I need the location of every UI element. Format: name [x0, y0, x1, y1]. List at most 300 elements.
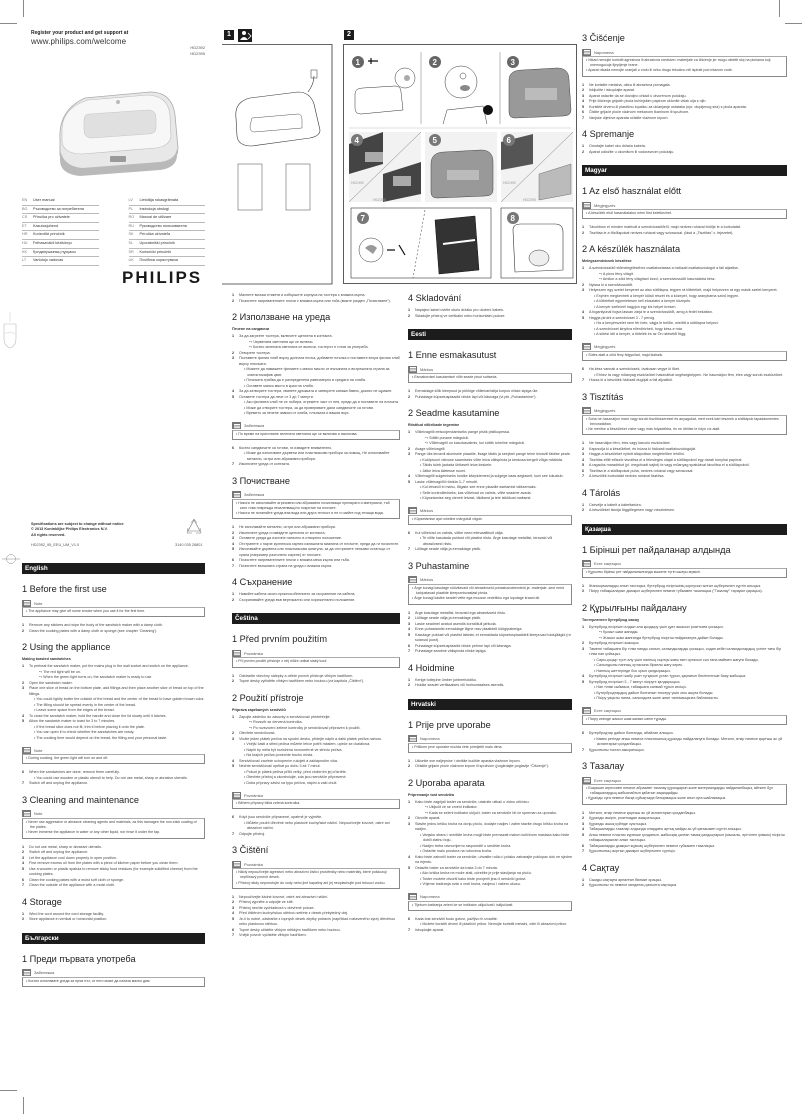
step-text: Avage võileivagrill.: [415, 446, 446, 451]
note-item: • Nikad nemojte koristiti agresivna ili abrazivna sredstva i materijale za čišćenje jer mogu oštetiti sloj na pločama koji onemogućuje lijepljenje hrane.: [586, 58, 783, 68]
language-item: [22, 223, 99, 232]
step-number: 3: [22, 855, 25, 860]
step-text: Nechte sendvičovač opékat po dobu 3 až 7 minut.: [239, 764, 321, 769]
note-header: [22, 746, 205, 754]
section-heading: 4 Skladování: [408, 293, 462, 303]
step-number: 6: [22, 770, 25, 775]
step-text: Store appliance in vertical or horizontal position.: [29, 917, 108, 922]
step-text: First remove excess oil from the plates with a piece of kitchen paper before you clean them.: [29, 861, 179, 866]
step-number: 1: [582, 144, 585, 149]
note-item: • Никога не използвайте агресивни или абразивни почистващи препарати и материали, тъй като това поврежда незалепващото покритие на плочите.: [236, 501, 396, 511]
step-item: [582, 849, 787, 855]
step-item: [408, 452, 572, 474]
step-illustration-5: [425, 132, 497, 202]
step-body: [239, 299, 400, 305]
step-item: [232, 462, 400, 468]
step-result: ↪ Uključit će se crveni indikator.: [415, 805, 572, 811]
step-number: 4: [22, 861, 25, 866]
step-item: [582, 378, 787, 384]
note-item: • Құрылғы бірінші рет пайдаланылғанда кішкене түтін шығуы мүмкін.: [586, 570, 783, 575]
step-text: Odstraňte všechny nálepky a otřete povrch přístroje vlhkým hadříkem.: [239, 673, 354, 678]
figure-step-number: 2: [432, 58, 437, 67]
subsection-heading: Pripremanje tost sendviča: [408, 792, 454, 797]
step-number: 2: [582, 149, 585, 154]
section-heading: 2 Seadme kasutamine: [408, 408, 500, 419]
step-text: Võileivagrilli eelsoojendamiseks pange pistik pistikupessa.: [415, 430, 510, 435]
note-icon: [582, 343, 591, 350]
step-body: [239, 933, 400, 939]
model-numbers: [160, 45, 205, 56]
note-icon: [232, 792, 241, 799]
note-box: [582, 407, 787, 436]
step-item: [232, 334, 400, 351]
figure-package-contents: [222, 44, 334, 285]
note-header: [408, 576, 572, 584]
note-icon: [582, 202, 591, 209]
step-body: [589, 647, 787, 675]
step-number: 7: [582, 474, 585, 479]
step-number: 4: [232, 541, 235, 546]
step-body: [415, 764, 572, 770]
section-heading: 3 Tisztítás: [582, 391, 624, 402]
step-text: Оставете уреда да изстине напълно в отворено положение.: [239, 536, 343, 541]
step-number: 4: [408, 474, 411, 479]
language-item: [129, 214, 206, 223]
part-number: 3140 035 28801: [175, 543, 203, 547]
step-number: 7: [22, 781, 25, 786]
step-number: 1: [22, 664, 25, 669]
step-list: [408, 611, 572, 655]
step-item: [408, 633, 572, 644]
step-number: 1: [582, 441, 585, 446]
step-text: A készüléket tárolja függőlegesen vagy vízszintesen.: [589, 508, 676, 513]
note-box: [408, 507, 572, 525]
section-heading: 4 Съхранение: [232, 577, 293, 588]
step-text: Topné desky vyčistěte vlhkým hadříkem nebo houbou (viz kapitola „Čištění“).: [239, 679, 365, 684]
note-label: Napomena: [420, 894, 440, 900]
section-heading: 1 Бірінші рет пайдаланар алдында: [582, 544, 731, 555]
step-text: Төменгі табақшаға бір тілім нанды салып, салындыларды қосыңыз, содан кейін салындылардың үстіне тағы бір тілім нан қойыңыз.: [589, 646, 782, 657]
step-number: 6: [22, 877, 25, 882]
language-banner: Magyar: [582, 165, 787, 176]
step-number: 1: [22, 844, 25, 849]
step-body: [589, 316, 787, 338]
note-box: [408, 893, 572, 911]
step-number: 4: [582, 674, 585, 679]
step-item: [582, 474, 787, 480]
step-number: 2: [22, 628, 25, 633]
step-text: Allow the sandwich maker to toast for 3 to 7 minutes.: [29, 719, 116, 724]
step-text: Skladujte přístroj ve vertikální nebo horizontální poloze.: [415, 313, 506, 318]
step-illustration-6: [501, 132, 573, 202]
step-text: Ne használjon fém, éles vagy karcoló eszközöket.: [589, 441, 671, 446]
step-list: [408, 430, 572, 502]
note-header: [232, 422, 400, 430]
step-result: ↪ A piros fény világít.: [589, 272, 787, 278]
spec-line: All rights reserved.: [31, 532, 66, 537]
note-header: [582, 560, 787, 568]
step-text: Ha kész vannak a szendvicsek, óvatosan vegye ki őket.: [589, 367, 681, 372]
crop-mark: [23, 0, 24, 17]
step-number: 4: [408, 627, 411, 632]
language-banner: English: [22, 563, 205, 574]
step-list: [582, 625, 787, 702]
note-item: • During cooking, the green light will turn on and off.: [26, 756, 201, 761]
step-text: Zapojte zástrčku do zásuvky a sendvičovač předehřejte.: [239, 714, 331, 719]
section-heading: 3 Čišćenje: [582, 33, 625, 43]
note-label: Забележка: [34, 970, 55, 976]
step-item: [232, 933, 400, 939]
step-text: Бутерброд пісіргішті ашыңыз.: [589, 641, 640, 646]
note-label: Megjegyzés: [594, 202, 616, 208]
step-item: [232, 299, 400, 305]
step-text: Čistite grijaće ploče vlažnom mekanom tkaninom ili spužvom.: [589, 110, 690, 115]
figure-model-label: HD2395: [523, 198, 536, 202]
language-item: [22, 240, 99, 249]
step-tip: • Na krajích pečiva ponechte trochu místa.: [239, 753, 400, 759]
step-number: 3: [408, 821, 411, 826]
note-label: Megjegyzés: [594, 408, 616, 414]
note-icon: [408, 735, 417, 742]
step-text: Odpojte přístroj.: [239, 831, 266, 836]
note-item: • Ärge kunagi kastke seadet vette ega muusse vedelikku ega loputage kraani all.: [412, 596, 568, 601]
note-icon: [408, 893, 417, 900]
note-header: [582, 201, 787, 209]
step-result: ↪ Қызыл шам жанады.: [589, 630, 787, 636]
note-content: [582, 415, 787, 436]
step-list: [582, 503, 787, 514]
crop-mark: [23, 1097, 24, 1114]
step-text: Otevřete sendvičovač.: [239, 731, 276, 736]
note-icon: [582, 407, 591, 414]
note-box: [408, 365, 572, 383]
step-number: 6: [582, 468, 585, 473]
step-list: [232, 715, 400, 787]
step-number: 2: [232, 597, 235, 602]
step-number: 3: [232, 356, 235, 360]
step-number: 1: [408, 758, 411, 763]
note-item: • Never immerse the appliance in water or any other liquid, nor rinse it under the tap.: [26, 830, 201, 835]
language-code: PL: [128, 206, 134, 211]
step-item: [582, 647, 787, 675]
step-tip: • Сары-қоңыр түсті алу үшін нанның сыртқы жағы мен ортасын сәл ғана маймен жағуға болады.: [589, 658, 787, 664]
note-item: • Ешқашан агрессивті немесе абразивті тазалау құралдарын және материалдарды пайдаланбаңыз, өйткені бұл табақшалардың жабыспайтын қабатын зақымдайды.: [586, 786, 783, 796]
step-list: [582, 731, 787, 753]
step-number: 4: [582, 457, 585, 462]
step-number: 5: [408, 865, 411, 870]
specifications: [31, 522, 124, 538]
step-text: To close the sandwich maker, hold the handle and close the lid slowly until it latches.: [29, 713, 167, 718]
step-number: 4: [232, 758, 235, 763]
step-body: [239, 715, 400, 732]
step-item: [408, 822, 572, 855]
note-header: [408, 735, 572, 743]
step-tip: • Můžete použít dřevěné nebo plastové kuchyňské náčiní. Nepoužívejte kovové, ostré ani abrazivní náčiní.: [239, 821, 400, 832]
model-number: HD2395: [190, 50, 205, 56]
step-body: [589, 378, 787, 384]
language-banner: Eesti: [408, 329, 572, 340]
note-item: • По време на приготвяне зелената светлина ще се включва и изключва.: [236, 432, 396, 437]
step-item: [232, 832, 400, 838]
step-text: Отворете тостера.: [239, 350, 271, 355]
step-number: 3: [582, 288, 585, 293]
note-item: • Когато използвате уреда за пръв път, от него може да излиза малко дим.: [26, 979, 201, 984]
step-text: Не използвайте метални, остри или абразивни прибори.: [239, 525, 336, 530]
step-text: Vnější povrch vyčistěte vlhkým hadříkem.: [239, 933, 307, 938]
step-list: [232, 446, 400, 468]
step-number: 4: [232, 389, 235, 393]
language-name: Uporabniški priročnik: [139, 240, 175, 245]
note-icon: [582, 49, 591, 56]
step-text: Enne puhastamist eemaldage liigne rasv plaatidelt köögipaberiga.: [415, 627, 523, 632]
step-item: [408, 480, 572, 502]
step-item: [408, 649, 572, 655]
step-body: [415, 649, 572, 655]
step-number: 2: [232, 298, 235, 303]
column-bulgarian-czech: [232, 290, 400, 943]
note-icon: [22, 600, 31, 607]
step-tip: • Nadjev treba ravnomjerno rasporediti u središte kruha.: [415, 844, 572, 850]
step-item: [232, 715, 400, 732]
step-body: [589, 367, 787, 378]
step-tip: • You can open it to check whether the sandwiches are ready.: [29, 730, 205, 736]
step-tip: • Може да използвате дървени или пластмасови прибори за помощ. Не използвайте метални, остри или абразивни прибори.: [239, 451, 400, 462]
note-box: [582, 707, 787, 725]
language-item: [129, 197, 206, 206]
step-result: ↪ Amikor a zöld fény világítani kezd, a szendvicssütő használatra kész.: [589, 277, 787, 283]
step-body: [589, 266, 787, 283]
note-header: [582, 707, 787, 715]
note-box: [232, 860, 400, 889]
note-box: [22, 599, 205, 617]
step-text: Металл, өткір немесе қырғыш ас үй аспаптарын қолданбаңыз.: [589, 810, 696, 815]
step-text: Отстранете с парче кухненска хартия излишната мазнина от плочите, преди да ги почистите.: [239, 541, 400, 546]
step-body: [239, 737, 400, 759]
step-text: Let the appliance cool down properly in open position.: [29, 855, 117, 860]
step-number: 1: [22, 623, 25, 628]
step-result: ↪ Когато зелената светлина се включи, тостерът е готов за употреба.: [239, 345, 400, 351]
step-item: [232, 395, 400, 417]
step-number: 1: [232, 894, 235, 899]
note-label: Poznámka: [244, 861, 263, 867]
step-number: 2: [408, 313, 411, 318]
step-tip: • Vnější části a střed pečiva můžete lehce potřít máslem, upeče se dozlatova.: [239, 742, 400, 748]
step-text: Lülitage seade välja ja eemaldage pistik.: [415, 547, 482, 552]
step-list: [232, 293, 400, 304]
step-number: 3: [232, 736, 235, 741]
section-heading: 4 Сақтау: [582, 862, 620, 873]
step-text: Tisztítsa le a főzőlapokat nedves ruhával vagy szivaccsal. (lásd a „Tisztítás” c. fejezetet).: [589, 230, 734, 235]
section-heading: 2 A készülék használata: [582, 244, 681, 255]
step-number: 2: [22, 680, 25, 685]
step-number: 5: [232, 916, 235, 921]
note-box: [22, 969, 205, 987]
note-box: [232, 791, 400, 809]
step-text: Isključite i iskopčajte aparat.: [589, 88, 635, 93]
note-label: Note: [34, 811, 43, 817]
section-heading: 1 Prije prve uporabe: [408, 719, 491, 730]
step-text: Поставете филия хляб върху долната плоча, добавете плънка и поставете втора филия хляб върху плънката.: [239, 356, 400, 366]
step-text: A készülék burkolatát nedves ruhával tisztítsa.: [589, 474, 665, 479]
step-number: 1: [22, 911, 25, 916]
step-body: [589, 589, 787, 595]
spec-line: © 2013 Koninklijke Philips Electronics N.V.: [31, 527, 108, 532]
step-item: [582, 680, 787, 702]
step-item: [408, 855, 572, 866]
note-header: [232, 791, 400, 799]
note-box: [22, 746, 205, 764]
step-list: [22, 912, 205, 923]
step-number: 3: [582, 646, 585, 651]
step-tip: • Kuldpruuni värvuse saamiseks võite leiva välispinda ja keskosa kergelt võiga määrida.: [415, 458, 572, 464]
step-number: 5: [22, 719, 25, 724]
note-label: Есте сақтаңыз: [594, 708, 621, 714]
language-item: [129, 231, 206, 240]
step-tip: • Времето за печене зависи от хляба, плънката и вашия вкус.: [239, 411, 400, 417]
note-content: [408, 743, 572, 753]
note-icon: [22, 969, 31, 976]
step-tip: • The filling should be spread evenly in the center of the bread.: [29, 703, 205, 709]
step-item: [582, 748, 787, 754]
step-text: Hagyja pirulni a szendvicset 3 - 7 percig.: [589, 315, 656, 320]
crop-mark: [785, 23, 802, 24]
note-item: • The appliance may give off some smoke when you use it for the first time.: [26, 609, 201, 614]
step-list: [232, 895, 400, 939]
figure-model-label: HD2392: [503, 181, 516, 185]
product-image: [40, 70, 190, 190]
language-item: [129, 249, 206, 258]
note-label: Napomena: [594, 49, 614, 55]
step-number: 2: [408, 616, 411, 621]
step-body: [239, 679, 400, 685]
note-header: [22, 969, 205, 977]
step-number: 5: [582, 315, 585, 320]
step-body: [239, 832, 400, 838]
step-result: ↪ Po rozsvícení zelené kontrolky je sendvičovač připraven k použití.: [239, 726, 400, 732]
step-body: [415, 547, 572, 553]
step-item: [22, 917, 205, 923]
step-result: ↪ Kada se zeleni indikator uključi, toster za sendviče bit će spreman za uporabu.: [415, 811, 572, 817]
language-column-left: [22, 197, 99, 266]
step-text: Бутербродтар дайын болғанда, абайлап алыңыз.: [589, 731, 674, 736]
note-label: Märkus: [420, 577, 434, 583]
step-text: Ärge kasutage metallist, teravaid ega abrasiivseid riistu.: [415, 610, 507, 615]
note-label: Забележка: [244, 492, 265, 498]
step-item: [582, 316, 787, 338]
step-number: 3: [582, 452, 585, 457]
step-tip: • Otevřete přístroj a zkontrolujte, zda jsou sendviče připravené.: [239, 775, 400, 781]
step-text: Laske võileivagrillil röstida 3–7 minutit.: [415, 479, 478, 484]
step-item: [582, 625, 787, 642]
step-number: 6: [582, 731, 585, 736]
step-item: [408, 866, 572, 888]
section-heading: 1 Преди първата употреба: [22, 953, 136, 964]
note-box: [582, 201, 787, 219]
language-item: [129, 257, 206, 266]
step-number: 1: [582, 583, 585, 588]
step-text: Почистете външната страна на уреда с влажна кърпа.: [239, 563, 333, 568]
step-item: [408, 314, 572, 320]
step-number: 6: [408, 530, 411, 535]
language-item: [22, 214, 99, 223]
step-item: [22, 629, 205, 635]
note-header: [408, 507, 572, 515]
subsection-heading: Melegszendvicsek készítése: [582, 259, 632, 264]
column-english: [22, 553, 205, 993]
step-item: [232, 764, 400, 786]
step-list: [582, 878, 787, 889]
step-text: Бутерброд пісіргішті алдын ала қыздыру үшін қуат ашасын розеткаға қосыңыз.: [589, 624, 724, 629]
step-number: 7: [408, 547, 411, 552]
step-number: 1: [582, 225, 585, 230]
step-number: 1: [582, 877, 585, 882]
step-text: Kasutage puidust või plastist labidat, et eemaldada küpsetusplaatidelt kleepuvad toidujäägid (nt sulanud juust).: [415, 632, 571, 643]
support-url[interactable]: www.philips.com/welcome: [31, 37, 127, 46]
step-number: 2: [408, 446, 411, 451]
step-text: Бутерброд пісіргішті 3 - 7 минут пісіруге қалдырыңыз.: [589, 679, 681, 684]
step-result: ↪ Võileivagrill on kasutusvalmis, kui süttib roheline märgutuli.: [415, 441, 572, 447]
step-text: Clean the cooking plates with a moist soft cloth or sponge.: [29, 877, 125, 882]
section-heading: 4 Hoidmine: [408, 662, 455, 673]
step-number: 5: [408, 479, 411, 484]
step-item: [22, 770, 205, 781]
step-body: [415, 928, 572, 934]
step-number: 2: [408, 764, 411, 769]
step-text: Kerige toitejuhe ümber juhtmehoidiku.: [415, 677, 477, 682]
step-body: [415, 314, 572, 320]
language-name: User manual: [33, 198, 55, 202]
step-tip: • Ehhez fa vagy műanyag eszközöket használhat segítségképpen. Ne használjon fém, éles vagy súroló eszközöket.: [589, 373, 787, 379]
language-code: HU: [22, 240, 28, 245]
section-heading: 3 Puhastamine: [408, 560, 470, 571]
figure-step-number: 7: [360, 214, 365, 223]
step-body: [29, 629, 205, 635]
note-label: Napomena: [420, 736, 440, 742]
step-tip: • Toster možete otvoriti kako biste provjerili jesu li sendviči gotovi.: [415, 877, 572, 883]
step-body: [29, 770, 205, 781]
step-number: 1: [582, 502, 585, 507]
step-number: 2: [22, 850, 25, 855]
subsection-heading: Making toasted sandwiches: [22, 657, 71, 662]
step-body: [415, 395, 572, 401]
figure-step-number: 1: [355, 58, 360, 67]
note-content: [408, 515, 572, 525]
step-text: Сымды сақтауға арналған бөлікке ораңыз.: [589, 877, 662, 882]
spec-line: Specifications are subject to change without notice: [31, 522, 124, 526]
step-body: [415, 683, 572, 689]
step-text: Nepoužívejte žádné kovové, ostré ani abrazivní náčiní.: [239, 894, 329, 899]
step-tip: • A töltelékét egyenletesen kell eloszlatni a kenyér közepén.: [589, 299, 787, 305]
step-text: Aparat ostavite da se dovoljno ohladi u otvorenom položaju.: [589, 93, 687, 98]
step-tip: • Jätke leiva äärtesse ruumi.: [415, 469, 572, 475]
step-text: Prije čišćenja grijaćih ploča kuhinjskim papirom uklonite višak ulja s njih.: [589, 99, 707, 104]
step-number: 2: [232, 679, 235, 684]
note-label: Poznámka: [244, 650, 263, 656]
step-body: [589, 231, 787, 237]
step-tip: • Нан тілімі сыймаса, табақшаға салмай тұрып кесіңіз.: [589, 685, 787, 691]
step-body: [239, 356, 400, 389]
step-text: Přístroj nechte vychladnout v otevřené poloze.: [239, 905, 315, 910]
note-icon: [408, 507, 417, 514]
step-number: 1: [582, 266, 585, 271]
step-text: Před čištěním kuchyňskou utěrkou setřete z desek přebytečný olej.: [239, 911, 349, 916]
note-content: [22, 607, 205, 617]
note-item: • Никога не потапяйте уреда във вода или друга течност и не го мийте под течаща вода.: [236, 511, 396, 516]
step-text: Uklonite sve naljepnice i obrišite kućište aparata vlažnom krpom.: [415, 758, 521, 763]
step-list: [582, 441, 787, 480]
language-name: Manual de utilizare: [139, 215, 172, 220]
note-icon: [408, 576, 417, 583]
